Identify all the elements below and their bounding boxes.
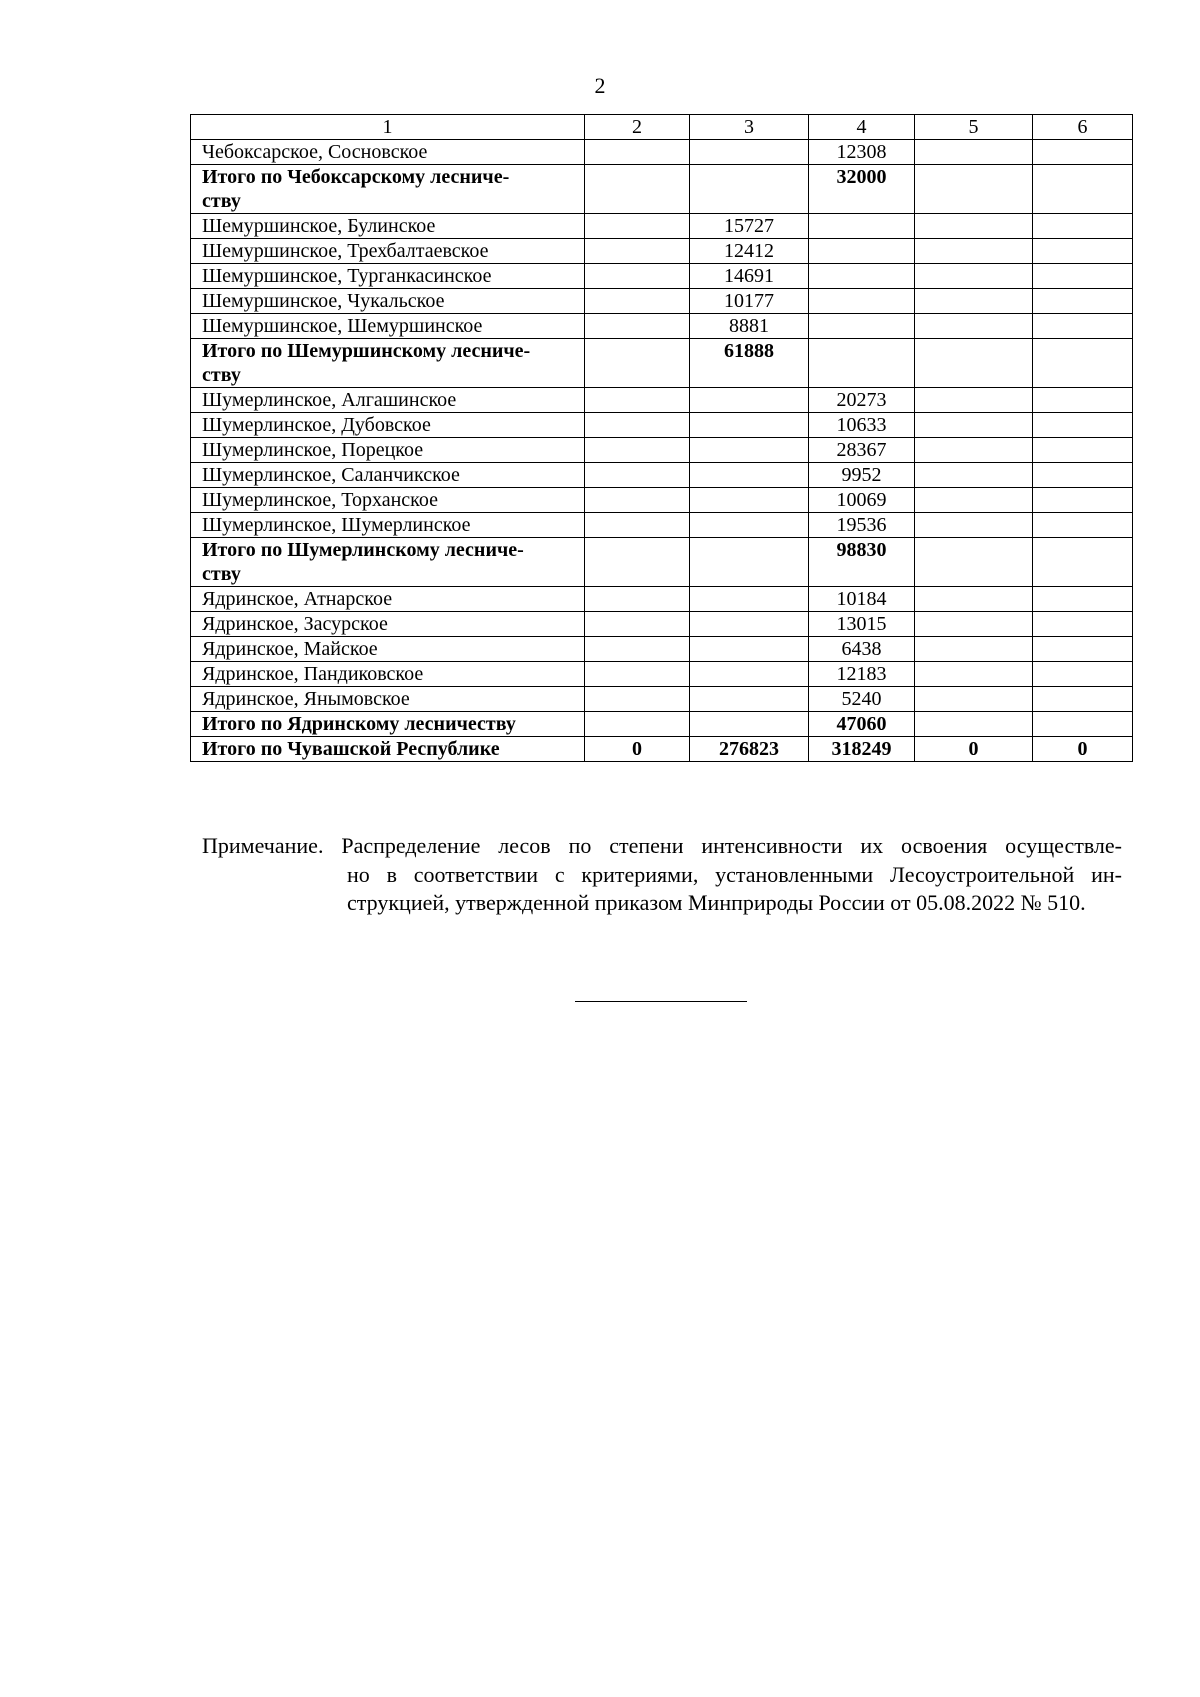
value-cell-col-2 [585,513,690,538]
value-cell-col-3: 10177 [690,289,809,314]
row-name-cell: Шемуршинское, Чукальское [191,289,585,314]
value-cell-col-2 [585,214,690,239]
value-cell-col-6 [1033,438,1133,463]
value-cell-col-4 [809,314,915,339]
table-row [191,413,1133,438]
value-cell-col-2 [585,239,690,264]
row-name-cell: Шемуршинское, Трехбалтаевское [191,239,585,264]
value-cell-col-3 [690,413,809,438]
note-first-line: Примечание. Распределение лесов по степени интенсивности их освоения осуществле- [202,833,1122,858]
value-cell-col-3 [690,538,809,587]
value-cell-col-5 [915,612,1033,637]
value-cell-col-4: 5240 [809,687,915,712]
page-number: 2 [594,73,606,98]
value-cell-col-5 [915,140,1033,165]
value-cell-col-6 [1033,339,1133,388]
row-name-cell: Шемуршинское, Турганкасинское [191,264,585,289]
value-cell-col-6 [1033,687,1133,712]
row-name-cell: Итого по Чувашской Республике [191,737,585,762]
value-cell-col-2 [585,687,690,712]
value-cell-col-5 [915,239,1033,264]
value-cell-col-2 [585,140,690,165]
table-row [191,513,1133,538]
value-cell-col-6: 0 [1033,737,1133,762]
value-cell-col-6 [1033,239,1133,264]
table-body [191,115,1133,762]
value-cell-col-5 [915,339,1033,388]
value-cell-col-3 [690,488,809,513]
end-separator-line [575,1001,747,1002]
value-cell-col-5 [915,289,1033,314]
value-cell-col-5 [915,687,1033,712]
value-cell-col-4 [809,214,915,239]
value-cell-col-6 [1033,314,1133,339]
value-cell-col-5 [915,587,1033,612]
value-cell-col-3: 15727 [690,214,809,239]
value-cell-col-4: 10633 [809,413,915,438]
table-row [191,463,1133,488]
row-name-cell: Итого по Ядринскому лесничеству [191,712,585,737]
table-total-row [191,339,1133,388]
value-cell-col-4: 318249 [809,737,915,762]
value-cell-col-3 [690,662,809,687]
value-cell-col-4 [809,239,915,264]
value-cell-col-3: 14691 [690,264,809,289]
value-cell-col-5 [915,264,1033,289]
row-name-cell: Итого по Шумерлинскому лесниче- ству [191,538,585,587]
row-name-cell: Шумерлинское, Порецкое [191,438,585,463]
row-name-cell: Шумерлинское, Шумерлинское [191,513,585,538]
forest-distribution-table [190,114,1133,762]
value-cell-col-4: 19536 [809,513,915,538]
table-row [191,587,1133,612]
row-name-cell: Шемуршинское, Шемуршинское [191,314,585,339]
value-cell-col-6 [1033,587,1133,612]
table-header-row [191,115,1133,140]
table-row [191,239,1133,264]
value-cell-col-4: 9952 [809,463,915,488]
value-cell-col-5 [915,712,1033,737]
value-cell-col-5 [915,165,1033,214]
header-cell-3: 3 [690,115,809,140]
value-cell-col-2 [585,712,690,737]
table-row [191,314,1133,339]
header-cell-4: 4 [809,115,915,140]
table-row [191,214,1133,239]
table-row [191,289,1133,314]
value-cell-col-4: 47060 [809,712,915,737]
table-row [191,612,1133,637]
value-cell-col-5 [915,463,1033,488]
value-cell-col-2 [585,438,690,463]
value-cell-col-2 [585,339,690,388]
value-cell-col-6 [1033,612,1133,637]
value-cell-col-2 [585,463,690,488]
value-cell-col-3 [690,140,809,165]
table-row [191,388,1133,413]
value-cell-col-5 [915,538,1033,587]
value-cell-col-2 [585,538,690,587]
value-cell-col-4 [809,289,915,314]
value-cell-col-3: 12412 [690,239,809,264]
table-row [191,140,1133,165]
note-paragraph [202,832,1122,918]
header-cell-5: 5 [915,115,1033,140]
row-name-cell: Шумерлинское, Торханское [191,488,585,513]
value-cell-col-5 [915,314,1033,339]
value-cell-col-5: 0 [915,737,1033,762]
value-cell-col-3 [690,612,809,637]
row-name-cell: Шумерлинское, Алгашинское [191,388,585,413]
table-total-row [191,538,1133,587]
table-total-row [191,737,1133,762]
table-total-row [191,165,1133,214]
value-cell-col-4: 10069 [809,488,915,513]
value-cell-col-2 [585,289,690,314]
table-row [191,264,1133,289]
value-cell-col-4 [809,339,915,388]
value-cell-col-3 [690,687,809,712]
value-cell-col-3 [690,587,809,612]
value-cell-col-3 [690,388,809,413]
table-row [191,488,1133,513]
row-name-cell: Шумерлинское, Саланчикское [191,463,585,488]
value-cell-col-4: 13015 [809,612,915,637]
value-cell-col-2 [585,314,690,339]
table-row [191,687,1133,712]
value-cell-col-3: 8881 [690,314,809,339]
value-cell-col-6 [1033,513,1133,538]
value-cell-col-4: 28367 [809,438,915,463]
value-cell-col-3: 276823 [690,737,809,762]
row-name-cell: Итого по Чебоксарскому лесниче- ству [191,165,585,214]
value-cell-col-5 [915,388,1033,413]
value-cell-col-6 [1033,538,1133,587]
row-name-cell: Шумерлинское, Дубовское [191,413,585,438]
value-cell-col-4: 98830 [809,538,915,587]
header-cell-1: 1 [191,115,585,140]
value-cell-col-4 [809,264,915,289]
value-cell-col-6 [1033,488,1133,513]
header-cell-2: 2 [585,115,690,140]
value-cell-col-3 [690,438,809,463]
value-cell-col-2 [585,662,690,687]
value-cell-col-5 [915,513,1033,538]
row-name-cell: Ядринское, Майское [191,637,585,662]
value-cell-col-2 [585,165,690,214]
value-cell-col-5 [915,488,1033,513]
row-name-cell: Ядринское, Атнарское [191,587,585,612]
value-cell-col-5 [915,637,1033,662]
value-cell-col-5 [915,214,1033,239]
value-cell-col-3 [690,712,809,737]
value-cell-col-2 [585,413,690,438]
value-cell-col-4: 20273 [809,388,915,413]
value-cell-col-4: 12308 [809,140,915,165]
value-cell-col-2: 0 [585,737,690,762]
value-cell-col-3 [690,513,809,538]
value-cell-col-6 [1033,413,1133,438]
value-cell-col-2 [585,612,690,637]
value-cell-col-6 [1033,140,1133,165]
row-name-cell: Ядринское, Пандиковское [191,662,585,687]
value-cell-col-5 [915,413,1033,438]
table-row [191,438,1133,463]
value-cell-col-6 [1033,289,1133,314]
table-total-row [191,712,1133,737]
value-cell-col-4: 6438 [809,637,915,662]
value-cell-col-3 [690,165,809,214]
value-cell-col-2 [585,264,690,289]
value-cell-col-5 [915,438,1033,463]
row-name-cell: Итого по Шемуршинскому лесниче- ству [191,339,585,388]
note-continuation: но в соответствии с критериями, установленными Лесоустроительной ин-струкцией, утвержденной приказом Минприроды России от 05.08.2022 № 510. [347,861,1122,915]
value-cell-col-6 [1033,712,1133,737]
header-cell-6: 6 [1033,115,1133,140]
value-cell-col-6 [1033,214,1133,239]
value-cell-col-2 [585,488,690,513]
row-name-cell: Ядринское, Засурское [191,612,585,637]
value-cell-col-4: 12183 [809,662,915,687]
value-cell-col-6 [1033,662,1133,687]
value-cell-col-6 [1033,165,1133,214]
table-row [191,662,1133,687]
value-cell-col-5 [915,662,1033,687]
value-cell-col-6 [1033,388,1133,413]
value-cell-col-2 [585,388,690,413]
value-cell-col-4: 10184 [809,587,915,612]
value-cell-col-4: 32000 [809,165,915,214]
value-cell-col-2 [585,587,690,612]
value-cell-col-3 [690,463,809,488]
row-name-cell: Ядринское, Янымовское [191,687,585,712]
row-name-cell: Чебоксарское, Сосновское [191,140,585,165]
table-row [191,637,1133,662]
value-cell-col-3 [690,637,809,662]
value-cell-col-2 [585,637,690,662]
value-cell-col-3: 61888 [690,339,809,388]
value-cell-col-6 [1033,637,1133,662]
value-cell-col-6 [1033,264,1133,289]
row-name-cell: Шемуршинское, Булинское [191,214,585,239]
value-cell-col-6 [1033,463,1133,488]
